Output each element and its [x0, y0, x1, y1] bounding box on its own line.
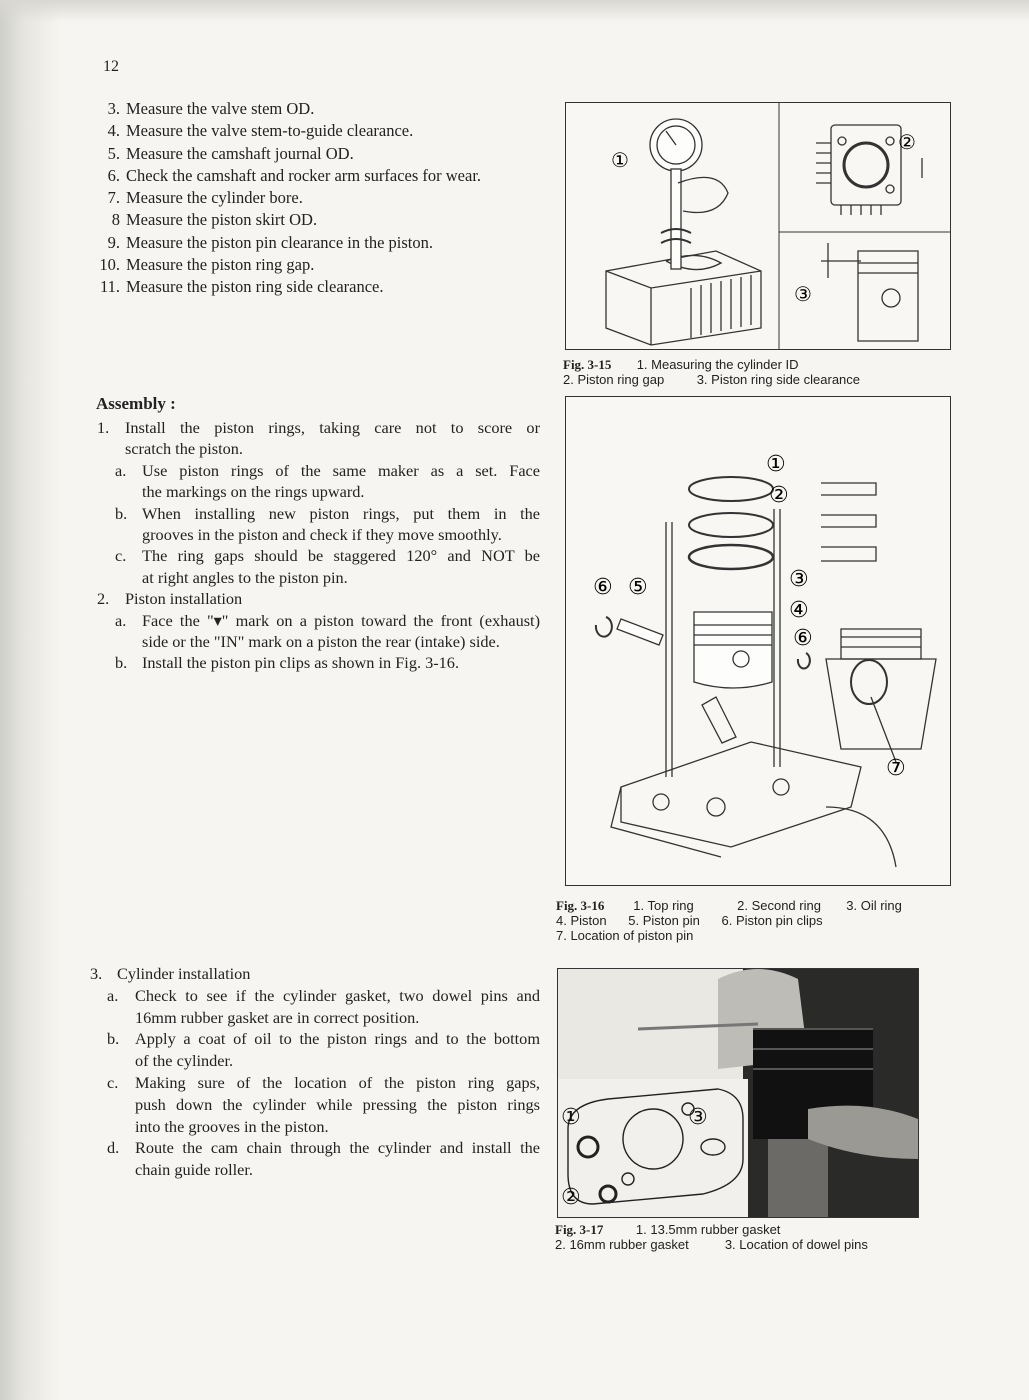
assembly-heading: Assembly : — [96, 394, 176, 413]
list-item: 10. Measure the piston ring gap. — [99, 255, 315, 275]
figure-3-15-drawing — [566, 103, 950, 349]
figure-3-15 — [565, 102, 951, 350]
cylinder-item-3c: c. Making sure of the location of the piston ring gaps, push down the cylinder while pressing the piston rings into the grooves in the piston. — [107, 1072, 540, 1136]
measurement-steps — [80, 98, 540, 299]
dial-gauge-drawing — [650, 119, 728, 269]
fig15-callout-1: ① — [611, 150, 629, 172]
cylinder-item-3: 3. Cylinder installation — [90, 964, 251, 983]
fig16-callout-3: ③ — [789, 566, 809, 591]
fig17-callout-1: ① — [561, 1104, 581, 1129]
fig16-callout-6b: ⑥ — [793, 625, 813, 650]
list-item: 11. Measure the piston ring side clearance. — [99, 277, 384, 297]
list-item: 8 Measure the piston skirt OD. — [111, 210, 318, 230]
figure-3-17-photo — [558, 969, 918, 1217]
list-item: 5. Measure the camshaft journal OD. — [107, 143, 354, 163]
figure-3-17-caption: Fig. 3-17 1. 13.5mm rubber gasket 2. 16mm rubber gasket 3. Location of dowel pins — [555, 1222, 868, 1252]
page-top-shadow — [0, 0, 1029, 22]
cylinder-item-3a: a. Check to see if the cylinder gasket, two dowel pins and 16mm rubber gasket are in correct position. — [107, 985, 540, 1027]
assembly-item-1: 1. Install the piston rings, taking care not to score or scratch the piston. — [97, 418, 540, 459]
piston-side-view-drawing — [821, 243, 918, 341]
assembly-item-2: 2. Piston installation — [97, 589, 243, 609]
list-item: 6. Check the camshaft and rocker arm surfaces for wear. — [107, 165, 482, 185]
list-item: 7. Measure the cylinder bore. — [107, 188, 303, 208]
figure-3-16-caption: Fig. 3-16 1. Top ring 2. Second ring 3. Oil ring 4. Piston 5. Piston pin 6. Piston pin clips 7. Location of piston pin — [556, 898, 902, 943]
fig16-callout-1: ① — [766, 451, 786, 476]
figure-3-15-caption: Fig. 3-15 1. Measuring the cylinder ID 2. Piston ring gap 3. Piston ring side clearance — [563, 357, 861, 387]
assembly-steps — [95, 417, 540, 674]
list-item: 9. Measure the piston pin clearance in the piston. — [107, 232, 433, 252]
figure-3-16-drawing — [566, 397, 950, 885]
assembly-item-2b: b. Install the piston pin clips as shown in Fig. 3-16. — [115, 653, 460, 673]
fig16-callout-2: ② — [769, 482, 789, 507]
fig15-callout-3: ③ — [794, 284, 812, 306]
cylinder-item-3b: b. Apply a coat of oil to the piston rings and to the bottom of the cylinder. — [107, 1029, 540, 1071]
assembly-item-1b: b. When installing new piston rings, put them in the grooves in the piston and check if they move smoothly. — [115, 503, 540, 545]
figure-3-17 — [557, 968, 919, 1218]
assembly-item-2a: a. Face the "▾" mark on a piston toward the front (exhaust) side or the "IN" mark on a piston the rear (intake) side. — [115, 610, 540, 652]
fig17-callout-3: ③ — [688, 1104, 708, 1129]
fig16-callout-7: ⑦ — [886, 755, 906, 780]
list-item: 4. Measure the valve stem-to-guide clearance. — [107, 121, 414, 141]
fig17-callout-2: ② — [561, 1184, 581, 1209]
page-number: 12 — [103, 58, 119, 75]
fig16-callout-5: ⑤ — [628, 574, 648, 599]
fig15-callout-2: ② — [898, 132, 916, 154]
cylinder-item-3d: d. Route the cam chain through the cylinder and install the chain guide roller. — [107, 1138, 540, 1180]
fig16-callout-4: ④ — [789, 597, 809, 622]
figure-3-16 — [565, 396, 951, 886]
list-item: 3. Measure the valve stem OD. — [107, 99, 315, 118]
assembly-item-1a: a. Use piston rings of the same maker as a set. Face the markings on the rings upward. — [115, 460, 540, 502]
page-edge-shadow — [0, 0, 60, 1400]
assembly-item-1c: c. The ring gaps should be staggered 120° and NOT be at right angles to the piston pin. — [115, 546, 540, 587]
cylinder-installation-steps — [90, 963, 540, 1181]
fig16-callout-6a: ⑥ — [593, 574, 613, 599]
piston-assembly-drawing — [596, 477, 936, 867]
cylinder-block-drawing — [606, 251, 761, 345]
